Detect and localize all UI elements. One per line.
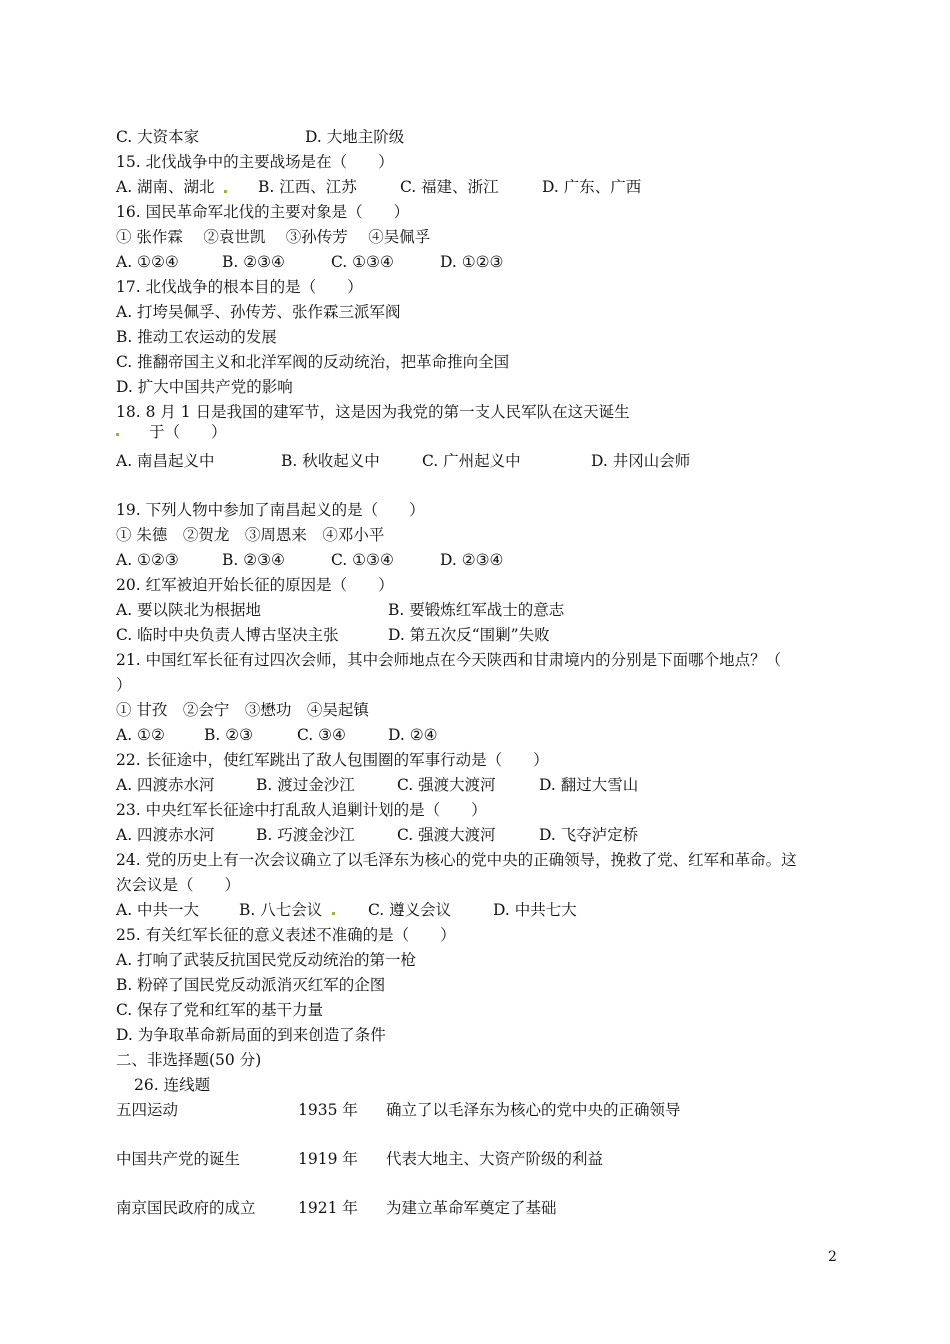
match-event: 五四运动 bbox=[116, 1101, 179, 1119]
q14-option-c: C. 大资本家 bbox=[116, 128, 200, 146]
q21-option-c: C. ③④ bbox=[297, 726, 346, 744]
q24-stem-line1: 24. 党的历史上有一次会议确立了以毛泽东为核心的党中央的正确领导，挽救了党、红军和革命。这 bbox=[116, 851, 797, 869]
q25-option-a: A. 打响了武装反抗国民党反动统治的第一枪 bbox=[116, 951, 417, 969]
q17-option-b: B. 推动工农运动的发展 bbox=[116, 328, 277, 346]
q23-option-d: D. 飞夺泸定桥 bbox=[539, 826, 639, 844]
q17-option-d: D. 扩大中国共产党的影响 bbox=[116, 378, 293, 396]
q23-option-c: C. 强渡大渡河 bbox=[397, 826, 496, 844]
q19-option-c: C. ①③④ bbox=[331, 551, 394, 569]
q23-option-a: A. 四渡赤水河 bbox=[116, 826, 215, 844]
q15-option-c: C. 福建、浙江 bbox=[400, 178, 499, 196]
q20-option-a: A. 要以陕北为根据地 bbox=[116, 601, 262, 619]
q20-option-b: B. 要锻炼红军战士的意志 bbox=[388, 601, 565, 619]
q20-stem: 20. 红军被迫开始长征的原因是（ ） bbox=[116, 576, 394, 594]
match-year: 1919 年 bbox=[298, 1150, 358, 1168]
q15-option-a: A. 湖南、湖北 bbox=[116, 178, 215, 196]
q19-items: ① 朱德 ②贺龙 ③周恩来 ④邓小平 bbox=[116, 526, 385, 544]
match-description: 为建立革命军奠定了基础 bbox=[386, 1199, 557, 1217]
q16-option-d: D. ①②③ bbox=[440, 253, 504, 271]
q17-option-a: A. 打垮吴佩孚、孙传芳、张作霖三派军阀 bbox=[116, 303, 401, 321]
q15-stem: 15. 北伐战争中的主要战场是在（ ） bbox=[116, 153, 394, 171]
q21-stem-line2: ） bbox=[116, 676, 132, 694]
q21-items: ① 甘孜 ②会宁 ③懋功 ④吴起镇 bbox=[116, 701, 369, 719]
q14-option-d: D. 大地主阶级 bbox=[305, 128, 405, 146]
q18-stem-line1: 18. 8 月 1 日是我国的建军节，这是因为我党的第一支人民军队在这天诞生 bbox=[116, 403, 630, 421]
q24-stem-line2: 次会议是（ ） bbox=[116, 876, 241, 894]
q16-option-c: C. ①③④ bbox=[331, 253, 394, 271]
q18-option-d: D. 井冈山会师 bbox=[591, 452, 691, 470]
q18-option-a: A. 南昌起义中 bbox=[116, 452, 215, 470]
q22-option-c: C. 强渡大渡河 bbox=[397, 776, 496, 794]
q25-option-d: D. 为争取革命新局面的到来创造了条件 bbox=[116, 1026, 386, 1044]
q24-option-d: D. 中共七大 bbox=[493, 901, 577, 919]
q25-stem: 25. 有关红军长征的意义表述不准确的是（ ） bbox=[116, 926, 456, 944]
q15-option-b: B. 江西、江苏 bbox=[258, 178, 357, 196]
match-event: 南京国民政府的成立 bbox=[116, 1199, 256, 1217]
q19-option-b: B. ②③④ bbox=[222, 551, 285, 569]
q19-option-a: A. ①②③ bbox=[116, 551, 179, 569]
q18-option-b: B. 秋收起义中 bbox=[281, 452, 380, 470]
speck-mark bbox=[224, 190, 227, 193]
match-year: 1921 年 bbox=[298, 1199, 358, 1217]
q25-option-c: C. 保存了党和红军的基干力量 bbox=[116, 1001, 324, 1019]
q22-option-a: A. 四渡赤水河 bbox=[116, 776, 215, 794]
q16-option-b: B. ②③④ bbox=[222, 253, 285, 271]
q24-option-a: A. 中共一大 bbox=[116, 901, 200, 919]
q18-stem-line2: 于（ ） bbox=[149, 423, 227, 441]
q20-option-d: D. 第五次反“围剿”失败 bbox=[388, 626, 550, 644]
q23-option-b: B. 巧渡金沙江 bbox=[256, 826, 355, 844]
speck-mark bbox=[332, 912, 335, 915]
q24-option-b: B. 八七会议 bbox=[239, 901, 323, 919]
q21-option-d: D. ②④ bbox=[388, 726, 438, 744]
q21-stem-line1: 21. 中国红军长征有过四次会师，其中会师地点在今天陕西和甘肃境内的分别是下面哪个地点？（ bbox=[116, 651, 782, 669]
q19-stem: 19. 下列人物中参加了南昌起义的是（ ） bbox=[116, 501, 425, 519]
q22-stem: 22. 长征途中，使红军跳出了敌人包围圈的军事行动是（ ） bbox=[116, 751, 549, 769]
match-description: 确立了以毛泽东为核心的党中央的正确领导 bbox=[386, 1101, 681, 1119]
q26-title: 26. 连线题 bbox=[134, 1076, 211, 1094]
q22-option-d: D. 翻过大雪山 bbox=[539, 776, 639, 794]
q22-option-b: B. 渡过金沙江 bbox=[256, 776, 355, 794]
match-year: 1935 年 bbox=[298, 1101, 358, 1119]
speck-mark bbox=[116, 433, 119, 436]
q21-option-b: B. ②③ bbox=[204, 726, 254, 744]
q25-option-b: B. 粉碎了国民党反动派消灭红军的企图 bbox=[116, 976, 386, 994]
q15-option-d: D. 广东、广西 bbox=[542, 178, 642, 196]
q17-option-c: C. 推翻帝国主义和北洋军阀的反动统治，把革命推向全国 bbox=[116, 353, 510, 371]
q17-stem: 17. 北伐战争的根本目的是（ ） bbox=[116, 278, 363, 296]
q16-stem: 16. 国民革命军北伐的主要对象是（ ） bbox=[116, 203, 410, 221]
section-heading: 二、非选择题(50 分) bbox=[116, 1051, 262, 1069]
q16-option-a: A. ①②④ bbox=[116, 253, 179, 271]
match-event: 中国共产党的诞生 bbox=[116, 1150, 241, 1168]
q23-stem: 23. 中央红军长征途中打乱敌人追剿计划的是（ ） bbox=[116, 801, 487, 819]
page-number: 2 bbox=[828, 1249, 837, 1265]
q19-option-d: D. ②③④ bbox=[440, 551, 504, 569]
q20-option-c: C. 临时中央负责人博古坚决主张 bbox=[116, 626, 339, 644]
q18-option-c: C. 广州起义中 bbox=[422, 452, 521, 470]
q24-option-c: C. 遵义会议 bbox=[368, 901, 452, 919]
q21-option-a: A. ①② bbox=[116, 726, 165, 744]
match-description: 代表大地主、大资产阶级的利益 bbox=[386, 1150, 604, 1168]
q16-items: ① 张作霖 ②袁世凯 ③孙传芳 ④吴佩孚 bbox=[116, 228, 431, 246]
